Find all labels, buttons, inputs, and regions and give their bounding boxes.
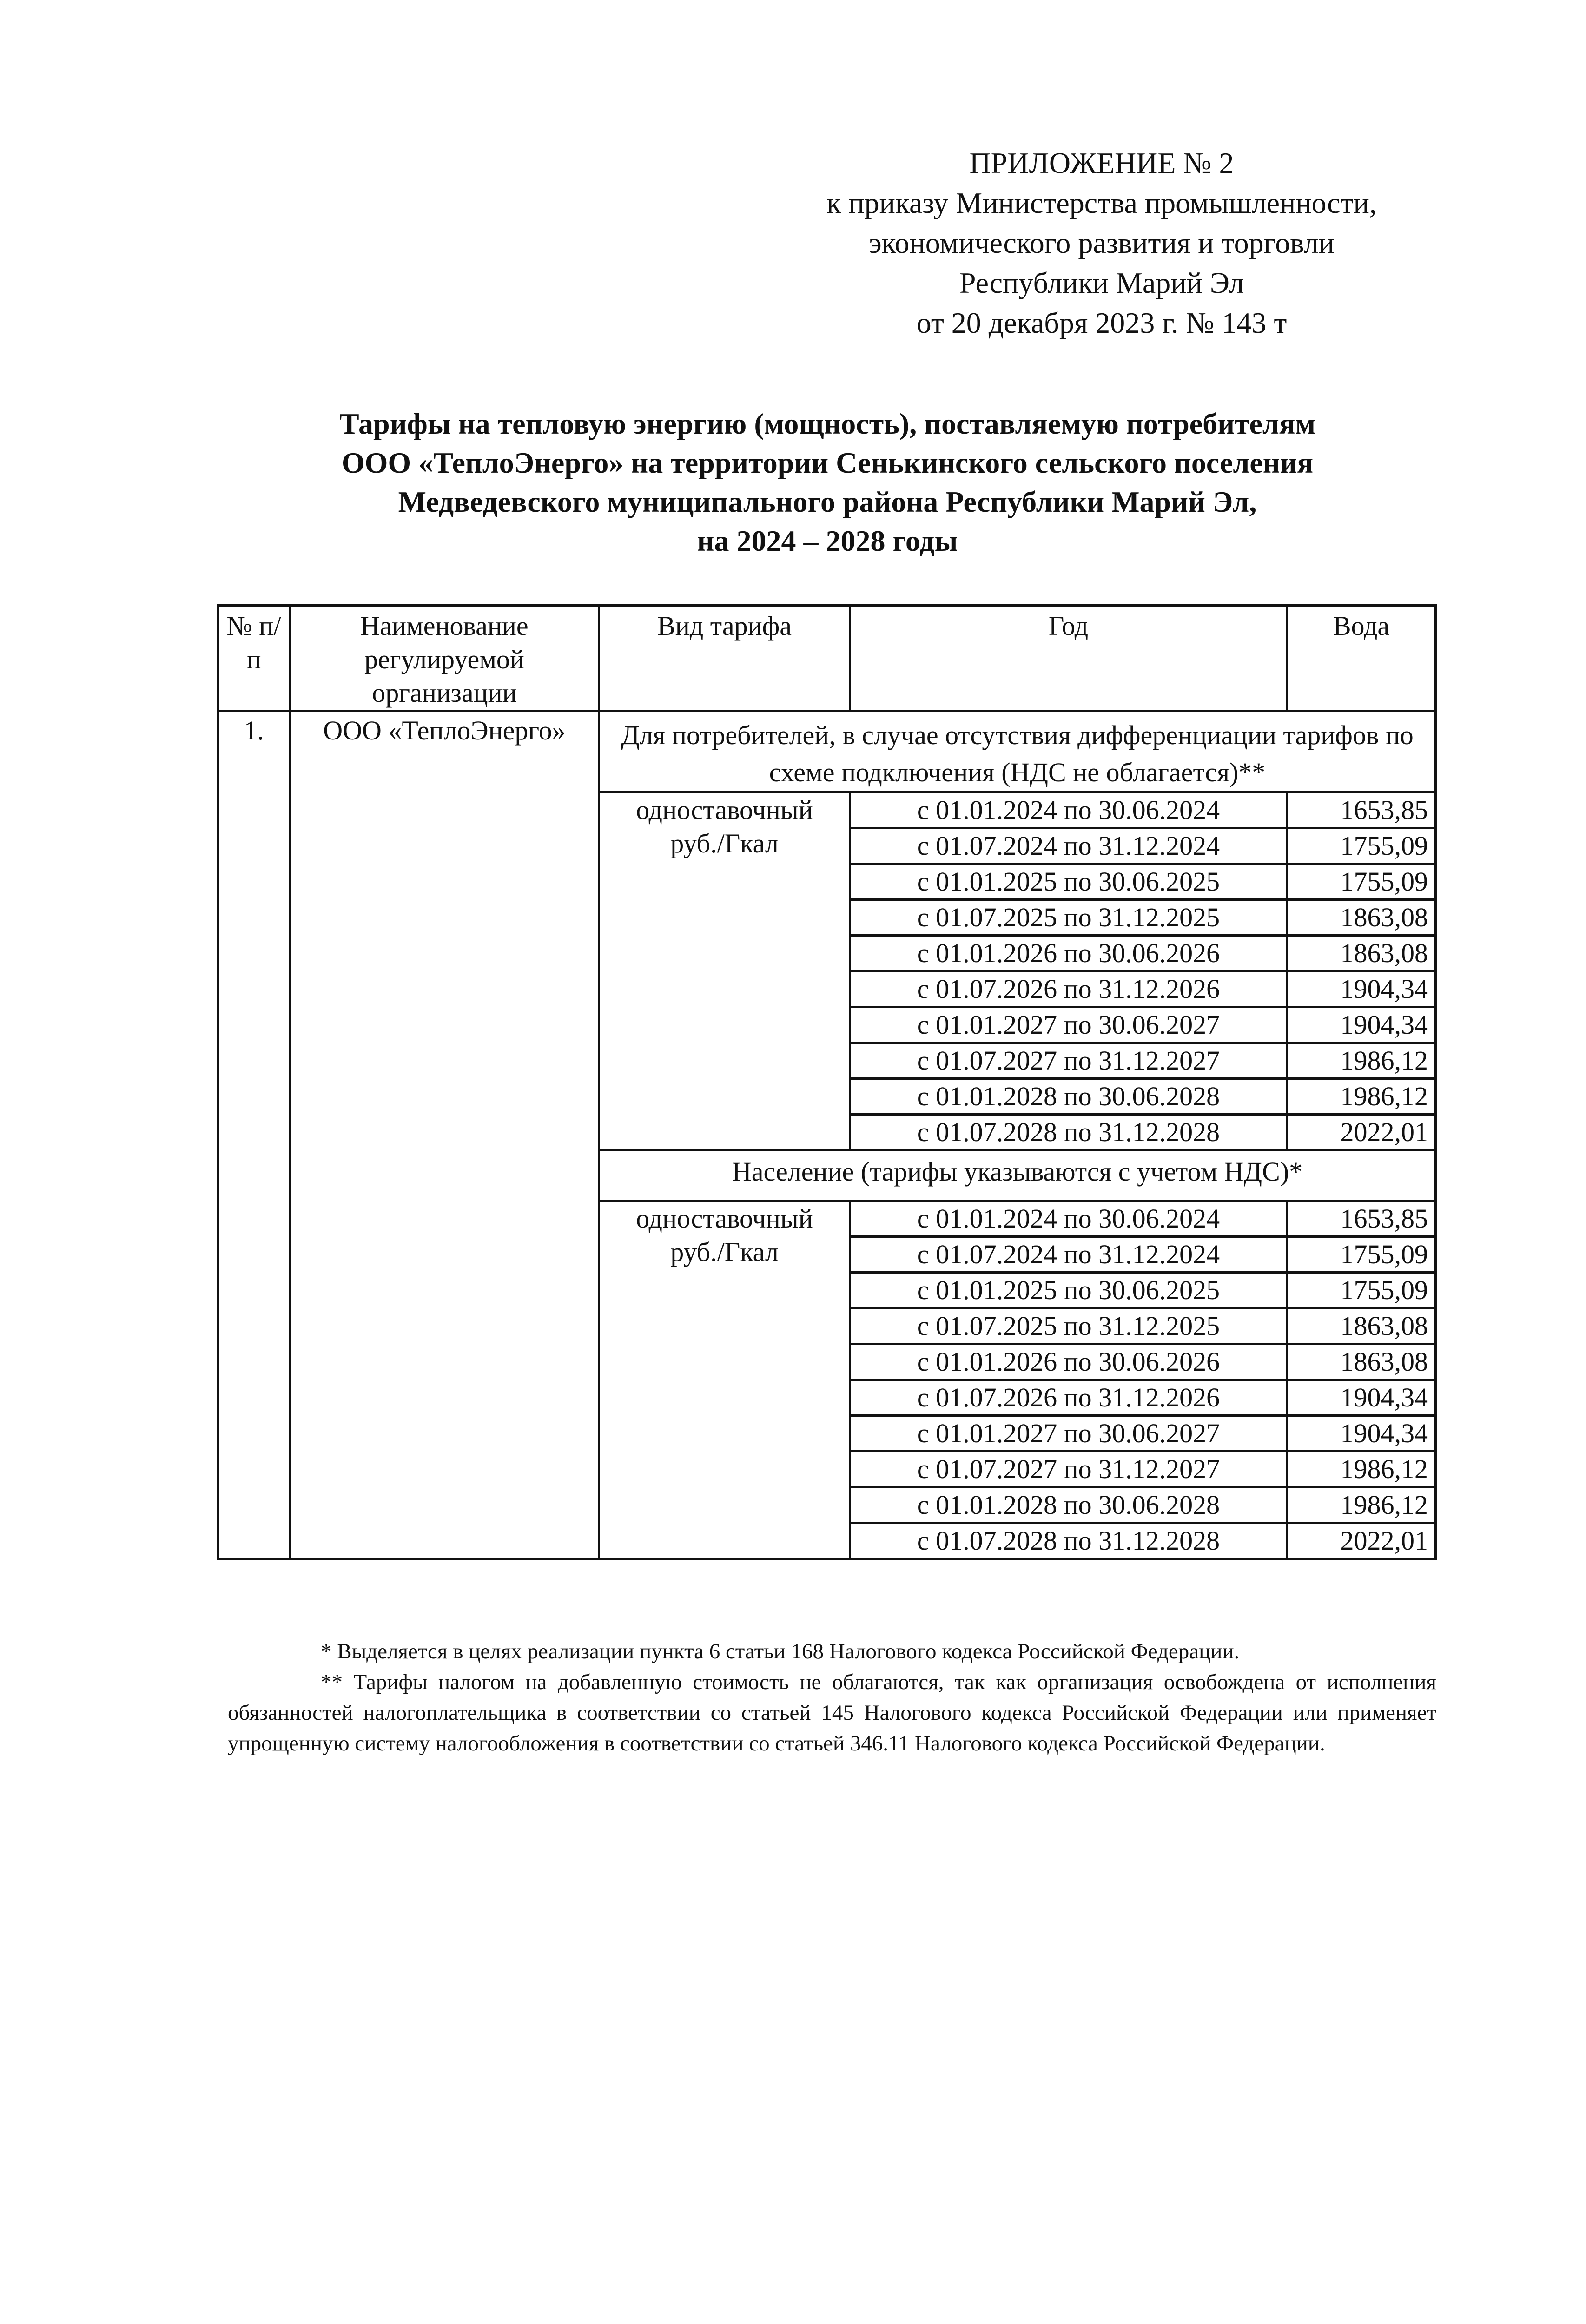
- header-number: № п/п: [218, 606, 290, 711]
- water-value-cell: 1755,09: [1287, 1237, 1436, 1273]
- period-cell: с 01.07.2027 по 31.12.2027: [850, 1043, 1287, 1079]
- period-cell: с 01.07.2026 по 31.12.2026: [850, 971, 1287, 1007]
- water-value-cell: 1755,09: [1287, 864, 1436, 900]
- table-header-row: [218, 606, 1436, 711]
- water-value-cell: 1863,08: [1287, 936, 1436, 971]
- water-value-cell: 1863,08: [1287, 1344, 1436, 1380]
- title-line: на 2024 – 2028 годы: [697, 524, 958, 557]
- period-cell: с 01.01.2028 по 30.06.2028: [850, 1487, 1287, 1523]
- footnote-no-vat: ** Тарифы налогом на добавленную стоимость не облагаются, так как организация освобождена от исполнения обязанностей налогоплательщика в соответствии со статьей 145 Налогового кодекса Российской Федерации или применяет упрощенную систему налогообложения в соответствии со статьей 346.11 Налогового кодекса Российской Федерации.: [228, 1670, 1436, 1756]
- water-value-cell: 1986,12: [1287, 1079, 1436, 1115]
- water-value-cell: 1863,08: [1287, 900, 1436, 936]
- document-title: [195, 404, 1460, 561]
- title-line: Медведевского муниципального района Республики Марий Эл,: [398, 485, 1257, 518]
- title-line: ООО «ТеплоЭнерго» на территории Сенькинского сельского поселения: [341, 446, 1314, 479]
- tariff-type-cell: [599, 1201, 850, 1559]
- group1-title: Для потребителей, в случае отсутствия дифференциации тарифов по схеме подключения (НДС не облагается)**: [599, 711, 1436, 792]
- water-value-cell: 1755,09: [1287, 828, 1436, 864]
- tariff-unit: руб./Гкал: [670, 828, 779, 858]
- annex-ministry: экономического развития и торговли: [869, 226, 1335, 259]
- group1-title-row: [218, 711, 1436, 792]
- tariff-type: одноставочный: [636, 1203, 813, 1234]
- period-cell: с 01.01.2028 по 30.06.2028: [850, 1079, 1287, 1115]
- water-value-cell: 1904,34: [1287, 1380, 1436, 1416]
- period-cell: с 01.07.2025 по 31.12.2025: [850, 1308, 1287, 1344]
- period-cell: с 01.07.2024 по 31.12.2024: [850, 1237, 1287, 1273]
- organization-name: ООО «ТеплоЭнерго»: [290, 711, 599, 1559]
- water-value-cell: 2022,01: [1287, 1115, 1436, 1150]
- water-value-cell: 1653,85: [1287, 1201, 1436, 1237]
- water-value-cell: 1653,85: [1287, 792, 1436, 828]
- tariff-unit: руб./Гкал: [670, 1237, 779, 1267]
- title-line: Тарифы на тепловую энергию (мощность), поставляемую потребителям: [339, 407, 1316, 440]
- period-cell: с 01.01.2025 по 30.06.2025: [850, 1273, 1287, 1308]
- header-organization: Наименование регулируемой организации: [290, 606, 599, 711]
- tariff-type: одноставочный: [636, 795, 813, 825]
- period-cell: с 01.07.2026 по 31.12.2026: [850, 1380, 1287, 1416]
- annex-date: от 20 декабря 2023 г. № 143 т: [916, 306, 1287, 339]
- period-cell: с 01.01.2026 по 30.06.2026: [850, 1344, 1287, 1380]
- water-value-cell: 2022,01: [1287, 1523, 1436, 1559]
- water-value-cell: 1986,12: [1287, 1452, 1436, 1487]
- water-value-cell: 1904,34: [1287, 971, 1436, 1007]
- water-value-cell: 1986,12: [1287, 1043, 1436, 1079]
- water-value-cell: 1904,34: [1287, 1416, 1436, 1452]
- water-value-cell: 1904,34: [1287, 1007, 1436, 1043]
- period-cell: с 01.07.2027 по 31.12.2027: [850, 1452, 1287, 1487]
- period-cell: с 01.01.2027 по 30.06.2027: [850, 1416, 1287, 1452]
- water-value-cell: 1755,09: [1287, 1273, 1436, 1308]
- footnotes: [228, 1636, 1436, 1759]
- period-cell: с 01.07.2028 по 31.12.2028: [850, 1523, 1287, 1559]
- annex-number: ПРИЛОЖЕНИЕ № 2: [969, 146, 1234, 179]
- header-tariff-type: Вид тарифа: [599, 606, 850, 711]
- period-cell: с 01.07.2025 по 31.12.2025: [850, 900, 1287, 936]
- footnote-vat: * Выделяется в целях реализации пункта 6 статьи 168 Налогового кодекса Российской Федерации.: [321, 1639, 1240, 1664]
- annex-header: [772, 143, 1432, 343]
- header-year: Год: [850, 606, 1287, 711]
- water-value-cell: 1986,12: [1287, 1487, 1436, 1523]
- water-value-cell: 1863,08: [1287, 1308, 1436, 1344]
- period-cell: с 01.01.2025 по 30.06.2025: [850, 864, 1287, 900]
- period-cell: с 01.07.2024 по 31.12.2024: [850, 828, 1287, 864]
- header-water: Вода: [1287, 606, 1436, 711]
- annex-republic: Республики Марий Эл: [959, 266, 1244, 299]
- period-cell: с 01.01.2027 по 30.06.2027: [850, 1007, 1287, 1043]
- annex-order-ref: к приказу Министерства промышленности,: [826, 186, 1377, 219]
- period-cell: с 01.01.2024 по 30.06.2024: [850, 792, 1287, 828]
- tariff-type-cell: [599, 792, 850, 1150]
- period-cell: с 01.07.2028 по 31.12.2028: [850, 1115, 1287, 1150]
- period-cell: с 01.01.2026 по 30.06.2026: [850, 936, 1287, 971]
- group2-title: Население (тарифы указываются с учетом НДС)*: [599, 1150, 1436, 1201]
- period-cell: с 01.01.2024 по 30.06.2024: [850, 1201, 1287, 1237]
- tariff-table: [217, 604, 1437, 1560]
- row-number: 1.: [218, 711, 290, 1559]
